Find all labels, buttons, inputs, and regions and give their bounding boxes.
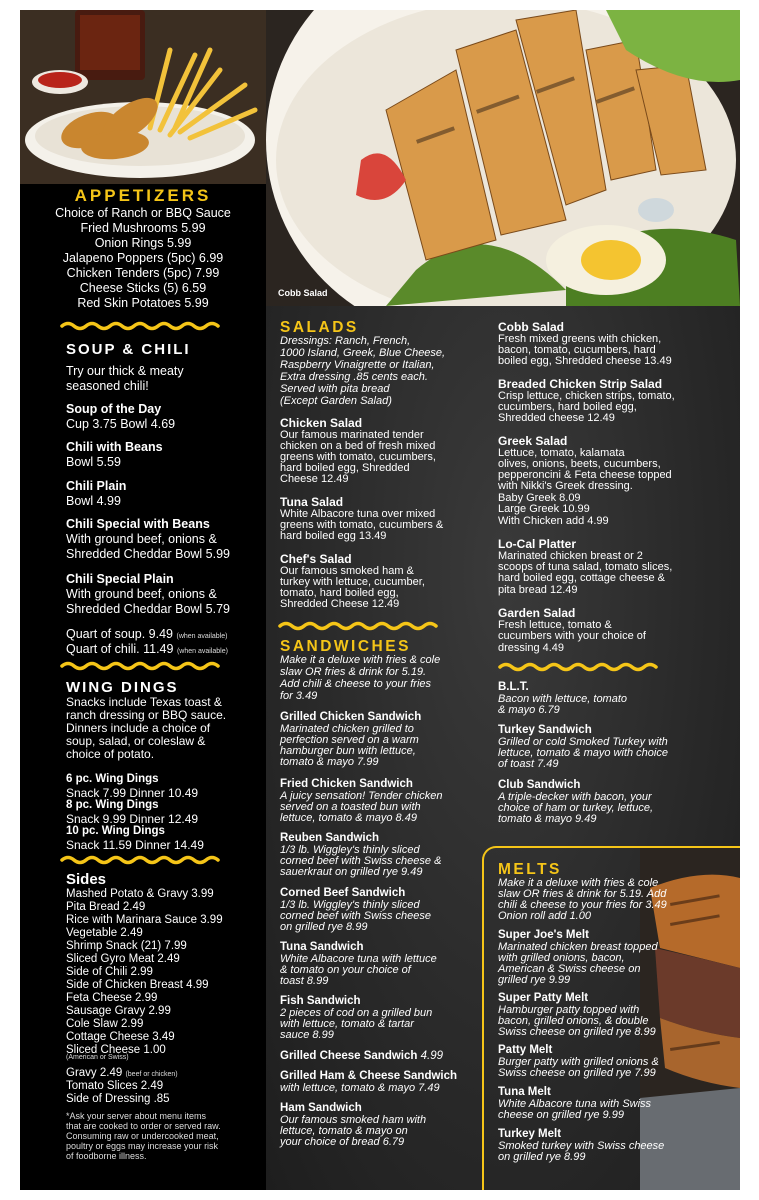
chicken-tenders-fries-photo — [20, 10, 266, 184]
salad-item-name: Lo-Cal Platter — [498, 537, 577, 551]
melt-item-desc: American & Swiss cheese on — [498, 963, 641, 975]
melt-item-desc: bacon, grilled onions, & double — [498, 1015, 649, 1027]
squiggle-divider — [60, 855, 222, 865]
salads-intro: Dressings: Ranch, French, — [280, 335, 411, 347]
melt-item-desc: on grilled rye 8.99 — [498, 1151, 586, 1163]
soup-chili-heading: SOUP & CHILI — [66, 341, 191, 358]
salad-item-desc: greens with tomato, cucumbers, — [280, 451, 436, 463]
soup-item-desc: With ground beef, onions & — [66, 532, 217, 546]
salad-item-desc: hard boiled egg, cottage cheese & — [498, 572, 665, 584]
quart-soup-note: (when available) — [176, 633, 228, 640]
grilled-cheese-name: Grilled Cheese Sandwich — [280, 1050, 418, 1062]
sandwich-item-desc: your choice of bread 6.79 — [280, 1136, 405, 1148]
sandwich-item-desc: White Albacore tuna with lettuce — [280, 953, 437, 965]
sandwich-item-desc: 1/3 lb. Wiggley's thinly sliced — [280, 844, 420, 856]
side-item: Side of Dressing .85 — [66, 1093, 170, 1105]
salad-item-desc: turkey with lettuce, cucumber, — [280, 576, 425, 588]
salad-item-desc: tomato, hard boiled egg, — [280, 587, 399, 599]
wing-item-name: 10 pc. Wing Dings — [66, 825, 165, 837]
salad-item-desc: Cheese 12.49 — [280, 473, 349, 485]
sandwich-item-name: Ham Sandwich — [280, 1102, 362, 1114]
sandwich-item-desc: 1/3 lb. Wiggley's thinly sliced — [280, 899, 420, 911]
soup-chili-intro: Try our thick & meaty — [66, 364, 184, 378]
sandwich-item-desc: lettuce, tomato & mayo 8.49 — [280, 812, 417, 824]
salad-item-desc: Lettuce, tomato, kalamata — [498, 447, 625, 459]
salad-item-desc: with Nikki's Greek dressing. — [498, 480, 633, 492]
sandwich-item-desc: corned beef with Swiss cheese — [280, 910, 432, 922]
sandwiches-heading: SANDWICHES — [280, 638, 411, 655]
squiggle-divider — [60, 661, 222, 671]
soup-item-name: Chili Special Plain — [66, 572, 174, 586]
salad-photo-caption: Cobb Salad — [278, 288, 328, 298]
soup-item-price: Cup 3.75 Bowl 4.69 — [66, 417, 176, 431]
quart-chili-note: (when available) — [176, 648, 228, 655]
soup-item-desc: With ground beef, onions & — [66, 587, 217, 601]
side-item: Side of Chicken Breast 4.99 — [66, 979, 209, 991]
appetizer-line: Onion Rings 5.99 — [94, 236, 192, 250]
melt-item-desc: with grilled onions, bacon, — [498, 952, 625, 964]
salads-intro: (Except Garden Salad) — [280, 395, 392, 407]
salads-heading: SALADS — [280, 319, 359, 336]
disclaimer: of foodborne illness. — [66, 1151, 147, 1161]
salad-item-name: Cobb Salad — [498, 320, 565, 334]
disclaimer: Consuming raw or undercooked meat, — [66, 1131, 219, 1141]
squiggle-divider — [60, 321, 222, 331]
soup-item-name: Chili Special with Beans — [66, 517, 210, 531]
salad-illustration — [266, 10, 740, 306]
salad-item-desc: Our famous marinated tender — [280, 429, 424, 441]
side-item: Sausage Gravy 2.99 — [66, 1005, 171, 1017]
cobb-salad-photo — [266, 10, 740, 306]
salad-item-desc: Baby Greek 8.09 — [498, 492, 581, 504]
sandwich-item-desc: A triple-decker with bacon, your — [498, 791, 652, 803]
menu-page — [20, 10, 740, 1190]
soup-item-desc: Shredded Cheddar Bowl 5.79 — [66, 602, 231, 616]
salad-item-desc: Fresh mixed greens with chicken, — [498, 333, 662, 345]
sandwich-item-desc: sauce 8.99 — [280, 1029, 334, 1041]
appetizer-line: Fried Mushrooms 5.99 — [80, 221, 206, 235]
wing-dings-heading: WING DINGS — [66, 679, 179, 696]
salad-item-name: Tuna Salad — [280, 495, 344, 509]
soup-item-price: Bowl 4.99 — [66, 494, 121, 508]
sandwich-item-desc: on grilled rye 8.99 — [280, 921, 368, 933]
salad-item-desc: bacon, tomato, cucumbers, hard — [498, 344, 656, 356]
salad-item-desc: Crisp lettuce, chicken strips, tomato, — [498, 390, 675, 402]
salad-item-name: Chef's Salad — [280, 552, 352, 566]
sandwich-item-name: Fish Sandwich — [280, 995, 361, 1007]
salad-item-desc: Shredded Cheese 12.49 — [280, 598, 400, 610]
melts-intro: slaw OR fries & drink for 5.19. Add — [498, 888, 667, 900]
sandwich-item-desc: sauerkraut on grilled rye 9.49 — [280, 866, 423, 878]
quart-chili — [66, 642, 228, 659]
sandwich-item-desc: with lettuce, tomato & mayo 7.49 — [280, 1082, 440, 1094]
soup-item-desc: Shredded Cheddar Bowl 5.99 — [66, 547, 231, 561]
soup-item-name: Soup of the Day — [66, 402, 162, 416]
sandwich-item-desc: choice of ham or turkey, lettuce, — [498, 802, 654, 814]
side-item: Sliced Gyro Meat 2.49 — [66, 953, 180, 965]
appetizer-line: Choice of Ranch or BBQ Sauce — [55, 206, 231, 220]
appetizer-line: Cheese Sticks (5) 6.59 — [79, 281, 207, 295]
sandwich-item-desc: corned beef with Swiss cheese & — [280, 855, 442, 867]
wing-dings-intro: choice of potato. — [66, 747, 155, 761]
sandwiches-intro: Add chili & cheese to your fries — [280, 678, 432, 690]
salad-item-desc: hard boiled egg, Shredded — [280, 462, 410, 474]
salad-item-name: Breaded Chicken Strip Salad — [498, 377, 663, 391]
wing-item-name: 8 pc. Wing Dings — [66, 799, 159, 811]
melt-item-desc: Smoked turkey with Swiss cheese — [498, 1140, 665, 1152]
side-item: Cole Slaw 2.99 — [66, 1018, 144, 1030]
sandwich-item-name: Tuna Sandwich — [280, 941, 364, 953]
sandwich-item-desc: 2 pieces of cod on a grilled bun — [280, 1007, 433, 1019]
melt-item-name: Tuna Melt — [498, 1086, 551, 1098]
sandwich-item-name: Club Sandwich — [498, 779, 581, 791]
melt-item-desc: Marinated chicken breast topped — [498, 941, 658, 953]
side-item: Sliced Cheese 1.00 — [66, 1044, 166, 1056]
sandwiches-intro: for 3.49 — [280, 690, 318, 702]
squiggle-divider — [498, 662, 660, 672]
salad-item-desc: Shredded cheese 12.49 — [498, 412, 615, 424]
salad-item-desc: Large Greek 10.99 — [498, 503, 590, 515]
grilled-cheese-sandwich — [280, 1050, 443, 1062]
melt-item-name: Patty Melt — [498, 1044, 553, 1056]
sandwich-item-desc: lettuce, tomato & mayo on — [280, 1125, 408, 1137]
melt-item-desc: White Albacore tuna with Swiss — [498, 1098, 652, 1110]
melt-item-name: Turkey Melt — [498, 1128, 562, 1140]
sandwich-item-name: B.L.T. — [498, 681, 529, 693]
sandwiches-intro: slaw OR fries & drink for 5.19. — [280, 666, 427, 678]
disclaimer: that are cooked to order or served raw. — [66, 1121, 221, 1131]
sandwich-item-desc: toast 8.99 — [280, 975, 329, 987]
appetizer-line: Chicken Tenders (5pc) 7.99 — [66, 266, 220, 280]
salad-item-desc: cucumbers, hard boiled egg, — [498, 401, 637, 413]
salad-item-desc: cucumbers with your choice of — [498, 630, 646, 642]
sandwich-item-desc: hamburger bun with lettuce, — [280, 745, 416, 757]
gravy-text: Gravy 2.49 — [66, 1067, 123, 1079]
sandwich-item-desc: served on a toasted bun with — [280, 801, 421, 813]
melts-intro: Onion roll add 1.00 — [498, 910, 591, 922]
sandwich-item-desc: Our famous smoked ham with — [280, 1114, 427, 1126]
melt-item-desc: grilled rye 9.99 — [498, 974, 571, 986]
sandwich-item-name: Fried Chicken Sandwich — [280, 778, 413, 790]
salad-item-desc: pita bread 12.49 — [498, 584, 578, 596]
sliced-cheese-note: (American or Swiss) — [66, 1054, 129, 1061]
salads-intro: Raspberry Vinaigrette or Italian, — [280, 359, 435, 371]
sandwich-item-name: Grilled Ham & Cheese Sandwich — [280, 1070, 458, 1082]
sandwich-item-name: Reuben Sandwich — [280, 832, 380, 844]
side-item: Pita Bread 2.49 — [66, 901, 146, 913]
side-item: Feta Cheese 2.99 — [66, 992, 158, 1004]
disclaimer: *Ask your server about menu items — [66, 1111, 207, 1121]
grilled-cheese-price: 4.99 — [420, 1050, 443, 1062]
wing-item-price: Snack 9.99 Dinner 12.49 — [66, 812, 199, 826]
disclaimer: poultry or eggs may increase your risk — [66, 1141, 219, 1151]
melt-item-desc: Hamburger patty topped with — [498, 1004, 640, 1016]
sandwich-item-name: Turkey Sandwich — [498, 724, 592, 736]
sandwich-item-desc: with lettuce, tomato & tartar — [280, 1018, 414, 1030]
side-item: Side of Chili 2.99 — [66, 966, 153, 978]
side-item: Mashed Potato & Gravy 3.99 — [66, 888, 214, 900]
sandwich-item-desc: & mayo 6.79 — [498, 704, 560, 716]
wing-dings-intro: Dinners include a choice of — [66, 721, 211, 735]
sandwich-item-desc: tomato & mayo 7.99 — [280, 756, 379, 768]
salad-item-desc: chicken on a bed of fresh mixed — [280, 440, 436, 452]
side-item: Tomato Slices 2.49 — [66, 1080, 164, 1092]
melt-item-desc: Swiss cheese on grilled rye 7.99 — [498, 1067, 656, 1079]
salad-item-desc: Marinated chicken breast or 2 — [498, 550, 643, 562]
sandwich-item-desc: A juicy sensation! Tender chicken — [280, 790, 443, 802]
salad-item-desc: hard boiled egg 13.49 — [280, 530, 387, 542]
salad-item-name: Garden Salad — [498, 606, 576, 620]
wing-dings-intro: ranch dressing or BBQ sauce. — [66, 708, 227, 722]
salads-intro: 1000 Island, Greek, Blue Cheese, — [280, 347, 446, 359]
melt-item-desc: Swiss cheese on grilled rye 8.99 — [498, 1026, 656, 1038]
salad-item-desc: White Albacore tuna over mixed — [280, 508, 436, 520]
sandwich-item-desc: perfection served on a warm — [280, 734, 419, 746]
appetizers-heading: APPETIZERS — [74, 186, 212, 205]
sandwich-item-desc: tomato & mayo 9.49 — [498, 813, 597, 825]
salad-item-desc: Our famous smoked ham & — [280, 565, 414, 577]
sandwich-item-name: Grilled Chicken Sandwich — [280, 711, 422, 723]
salad-item-desc: scoops of tuna salad, tomato slices, — [498, 561, 673, 573]
gravy-note: (beef or chicken) — [125, 1071, 178, 1078]
soup-item-name: Chili with Beans — [66, 440, 163, 454]
salads-intro: Extra dressing .85 cents each. — [280, 371, 428, 383]
salads-intro: Served with pita bread — [280, 383, 390, 395]
wing-dings-intro: soup, salad, or coleslaw & — [66, 734, 206, 748]
soup-chili-intro: seasoned chili! — [66, 379, 149, 393]
melt-item-desc: cheese on grilled rye 9.99 — [498, 1109, 624, 1121]
salad-item-desc: olives, onions, beets, cucumbers, — [498, 458, 661, 470]
sandwich-item-desc: & tomato on your choice of — [280, 964, 411, 976]
sandwich-item-desc: Bacon with lettuce, tomato — [498, 693, 628, 705]
side-item: Shrimp Snack (21) 7.99 — [66, 940, 187, 952]
salad-item-desc: dressing 4.49 — [498, 642, 565, 654]
melt-item-name: Super Joe's Melt — [498, 929, 589, 941]
salad-item-name: Greek Salad — [498, 434, 568, 448]
melt-item-desc: Burger patty with grilled onions & — [498, 1056, 659, 1068]
salad-item-desc: greens with tomato, cucumbers & — [280, 519, 444, 531]
squiggle-divider — [278, 621, 440, 631]
melts-intro: chili & cheese to your fries for 3.49 — [498, 899, 667, 911]
salad-item-desc: boiled egg, Shredded cheese 13.49 — [498, 355, 672, 367]
quart-soup-text: Quart of soup. 9.49 — [66, 627, 174, 641]
melt-item-name: Super Patty Melt — [498, 992, 589, 1004]
wing-dings-intro: Snacks include Texas toast & — [66, 695, 222, 709]
sandwich-item-desc: lettuce, tomato & mayo with choice — [498, 747, 668, 759]
fries-illustration — [20, 10, 266, 184]
salad-item-desc: With Chicken add 4.99 — [498, 515, 609, 527]
sandwich-item-desc: Grilled or cold Smoked Turkey with — [498, 736, 668, 748]
quart-chili-text: Quart of chili. 11.49 — [66, 642, 174, 656]
sandwich-item-desc: of toast 7.49 — [498, 758, 559, 770]
sandwich-item-desc: Marinated chicken grilled to — [280, 723, 414, 735]
appetizer-line: Jalapeno Poppers (5pc) 6.99 — [62, 251, 224, 265]
side-item: Vegetable 2.49 — [66, 927, 143, 939]
side-item: Cottage Cheese 3.49 — [66, 1031, 175, 1043]
salad-item-desc: Fresh lettuce, tomato & — [498, 619, 612, 631]
wing-item-price: Snack 7.99 Dinner 10.49 — [66, 786, 199, 800]
sandwich-item-name: Corned Beef Sandwich — [280, 887, 406, 899]
wing-item-price: Snack 11.59 Dinner 14.49 — [66, 838, 204, 852]
soup-item-price: Bowl 5.59 — [66, 455, 121, 469]
sandwiches-intro: Make it a deluxe with fries & cole — [280, 654, 441, 666]
salad-item-name: Chicken Salad — [280, 416, 363, 430]
melts-intro: Make it a deluxe with fries & cole — [498, 877, 659, 889]
sides-heading: Sides — [66, 871, 107, 888]
melts-heading: MELTS — [498, 861, 562, 878]
salad-item-desc: pepperoncini & Feta cheese topped — [498, 469, 672, 481]
wing-item-name: 6 pc. Wing Dings — [66, 773, 159, 785]
soup-item-name: Chili Plain — [66, 479, 127, 493]
appetizer-line: Red Skin Potatoes 5.99 — [77, 296, 209, 310]
side-item: Rice with Marinara Sauce 3.99 — [66, 914, 223, 926]
